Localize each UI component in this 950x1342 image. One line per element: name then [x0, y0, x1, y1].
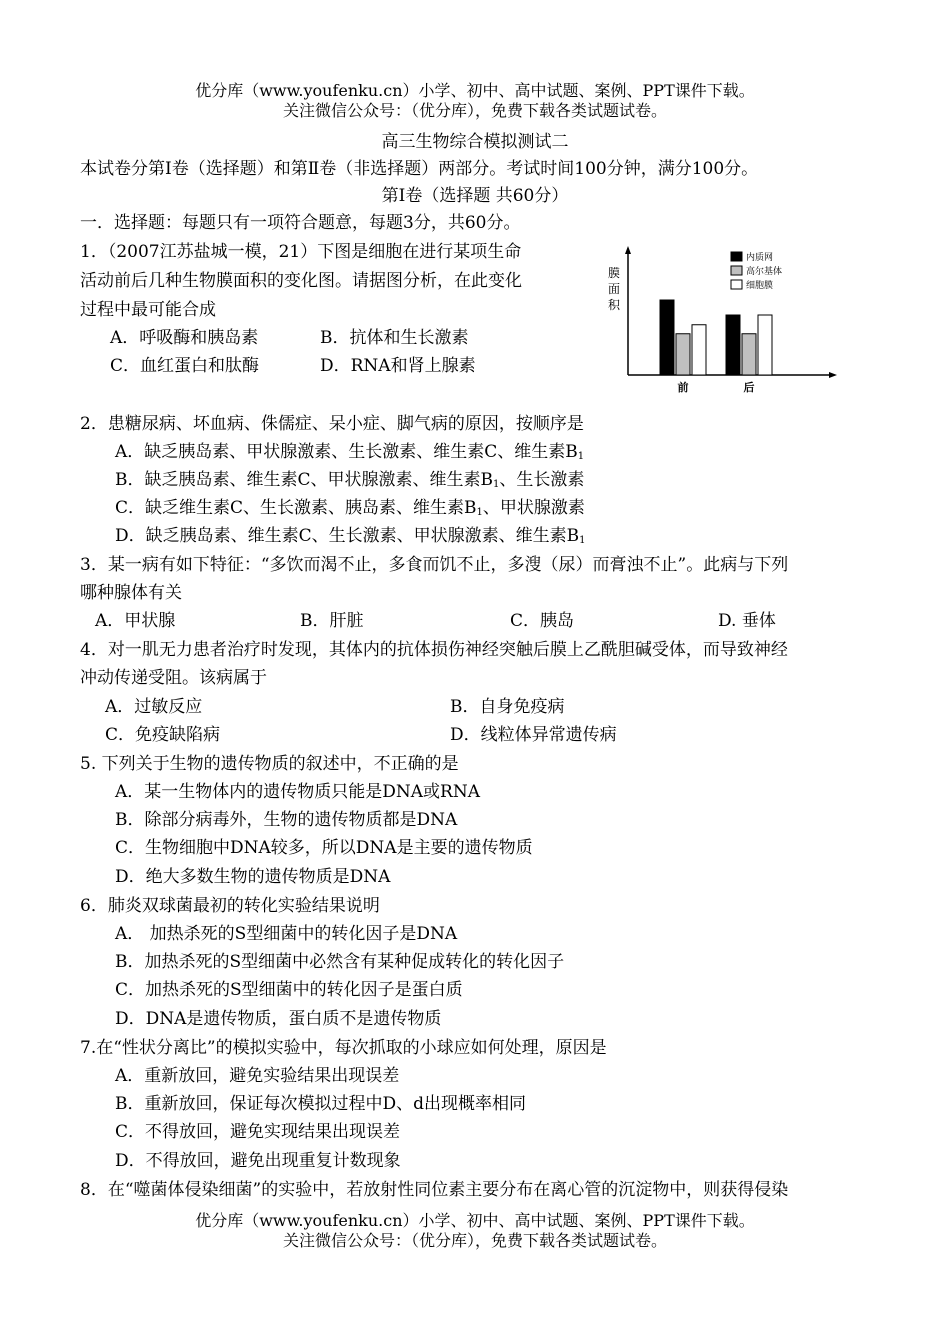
legend-swatch	[731, 252, 742, 261]
q8-stem-line1: 8．在“噬菌体侵染细菌”的实验中，若放射性同位素主要分布在离心管的沉淀物中，则获得侵染	[80, 1180, 789, 1200]
q3-option-a: A．甲状腺	[95, 611, 176, 631]
footer-line-1: 优分库（www.youfenku.cn）小学、初中、高中试题、案例、PPT课件下载。	[195, 1211, 755, 1230]
q5-option-c: C．生物细胞中DNA较多，所以DNA是主要的遗传物质	[115, 838, 533, 858]
q6-option-d: D．DNA是遗传物质，蛋白质不是遗传物质	[115, 1009, 442, 1029]
legend-label: 细胞膜	[746, 281, 774, 291]
q6-option-b: B．加热杀死的S型细菌中必然含有某种促成转化的转化因子	[115, 952, 565, 972]
bar-后-内质网	[726, 315, 740, 375]
part1-title: 第Ⅰ卷（选择题 共60分）	[381, 186, 569, 206]
bar-前-内质网	[660, 300, 674, 375]
subscript: 1	[577, 451, 585, 462]
q6-option-a: A． 加热杀死的S型细菌中的转化因子是DNA	[115, 924, 458, 944]
y-axis-label-char: 膜	[607, 266, 621, 280]
q2-option-d-text: D．缺乏胰岛素、维生素C、生长激素、甲状腺激素、维生素B	[115, 526, 580, 546]
subscript: 1	[579, 535, 586, 546]
x-axis-arrow	[829, 372, 837, 378]
chart-legend	[731, 251, 782, 291]
q3-option-c: C．胰岛	[510, 611, 575, 631]
q2-stem: 2．患糖尿病、坏血病、侏儒症、呆小症、脚气病的原因，按顺序是	[80, 414, 584, 434]
q7-option-d: D．不得放回，避免出现重复计数现象	[115, 1151, 401, 1171]
intro-text: 本试卷分第Ⅰ卷（选择题）和第Ⅱ卷（非选择题）两部分。考试时间100分钟，满分100分。	[80, 159, 759, 179]
bar-前-细胞膜	[692, 325, 706, 375]
q7-stem: 7.在“性状分离比”的模拟实验中，每次抓取的小球应如何处理，原因是	[80, 1038, 607, 1058]
q3-stem-line1: 3．某一病有如下特征：“多饮而渴不止，多食而饥不止，多溲（尿）而膏浊不止”。此病与下列	[80, 555, 789, 575]
q2-option-c	[115, 494, 585, 522]
q1-option-c: C．血红蛋白和肽酶	[110, 356, 260, 376]
q2-option-a	[115, 438, 584, 466]
q1-option-a: A．呼吸酶和胰岛素	[110, 328, 259, 348]
bar-前-高尔基体	[676, 334, 690, 375]
q1-option-d: D．RNA和肾上腺素	[320, 356, 476, 376]
q4-option-b: B．自身免疫病	[450, 697, 565, 717]
q2-option-b-tail: 、生长激素	[499, 470, 585, 490]
y-axis-label	[608, 266, 621, 312]
q5-option-b: B．除部分病毒外，生物的遗传物质都是DNA	[115, 810, 458, 830]
q2-option-d	[115, 522, 586, 550]
legend-swatch	[731, 266, 742, 275]
q3-option-b: B．肝脏	[300, 611, 364, 631]
bar-后-细胞膜	[758, 315, 772, 375]
header-line-1: 优分库（www.youfenku.cn）小学、初中、高中试题、案例、PPT课件下载。	[195, 81, 755, 100]
q2-option-c-tail: 、甲状腺激素	[482, 498, 585, 518]
bar-后-高尔基体	[742, 334, 756, 375]
q3-option-d: D. 垂体	[718, 611, 776, 631]
q2-option-b-text: B．缺乏胰岛素、维生素C、甲状腺激素、维生素B	[115, 470, 493, 490]
q7-option-c: C．不得放回，避免实现结果出现误差	[115, 1122, 401, 1142]
legend-label: 高尔基体	[746, 267, 783, 277]
q6-option-c: C．加热杀死的S型细菌中的转化因子是蛋白质	[115, 980, 463, 1000]
q1-stem-line3: 过程中最可能合成	[80, 300, 216, 320]
category-label: 后	[743, 381, 755, 394]
legend-label: 内质网	[746, 253, 774, 263]
q1-stem-line2: 活动前后几种生物膜面积的变化图。请据图分析，在此变化	[80, 271, 522, 291]
footer-line-2: 关注微信公众号：（优分库），免费下载各类试题试卷。	[282, 1231, 667, 1250]
q4-option-a: A．过敏反应	[105, 697, 203, 717]
y-axis-label-char: 面	[607, 282, 621, 296]
q6-stem: 6．肺炎双球菌最初的转化实验结果说明	[80, 896, 380, 916]
q4-stem-line2: 冲动传递受阻。该病属于	[80, 668, 267, 688]
q3-stem-line2: 哪种腺体有关	[80, 583, 182, 603]
q2-option-c-text: C．缺乏维生素C、生长激素、胰岛素、维生素B	[115, 498, 477, 518]
q2-option-a-text: A．缺乏胰岛素、甲状腺激素、生长激素、维生素C、维生素B	[115, 442, 578, 462]
bars	[660, 300, 772, 375]
page-title: 高三生物综合模拟测试二	[381, 132, 569, 152]
subscript: 1	[493, 479, 500, 490]
q7-option-a: A．重新放回，避免实验结果出现误差	[115, 1066, 400, 1086]
q5-option-a: A．某一生物体内的遗传物质只能是DNA或RNA	[115, 782, 481, 802]
subscript: 1	[476, 507, 483, 518]
category-labels	[678, 380, 755, 394]
legend-swatch	[731, 280, 742, 289]
q7-option-b: B．重新放回，保证每次模拟过程中D、d出现概率相同	[115, 1094, 527, 1114]
q5-stem: 5. 下列关于生物的遗传物质的叙述中，不正确的是	[80, 754, 459, 774]
q4-option-c: C．免疫缺陷病	[105, 725, 221, 745]
membrane-area-chart	[605, 244, 845, 404]
q1-stem-line1: 1．（2007江苏盐城一模，21）下图是细胞在进行某项生命	[80, 242, 522, 262]
header-line-2: 关注微信公众号：（优分库），免费下载各类试题试卷。	[282, 101, 667, 120]
section1-heading: 一．选择题：每题只有一项符合题意，每题3分，共60分。	[80, 213, 521, 233]
q2-option-b	[115, 466, 584, 494]
q4-option-d: D．线粒体异常遗传病	[450, 725, 617, 745]
y-axis-arrow	[625, 246, 631, 254]
y-axis-label-char: 积	[607, 298, 621, 312]
q1-option-b: B．抗体和生长激素	[320, 328, 469, 348]
q5-option-d: D．绝大多数生物的遗传物质是DNA	[115, 867, 391, 887]
category-label: 前	[677, 381, 689, 394]
q4-stem-line1: 4．对一肌无力患者治疗时发现，其体内的抗体损伤神经突触后膜上乙酰胆碱受体，而导致神经	[80, 640, 788, 660]
